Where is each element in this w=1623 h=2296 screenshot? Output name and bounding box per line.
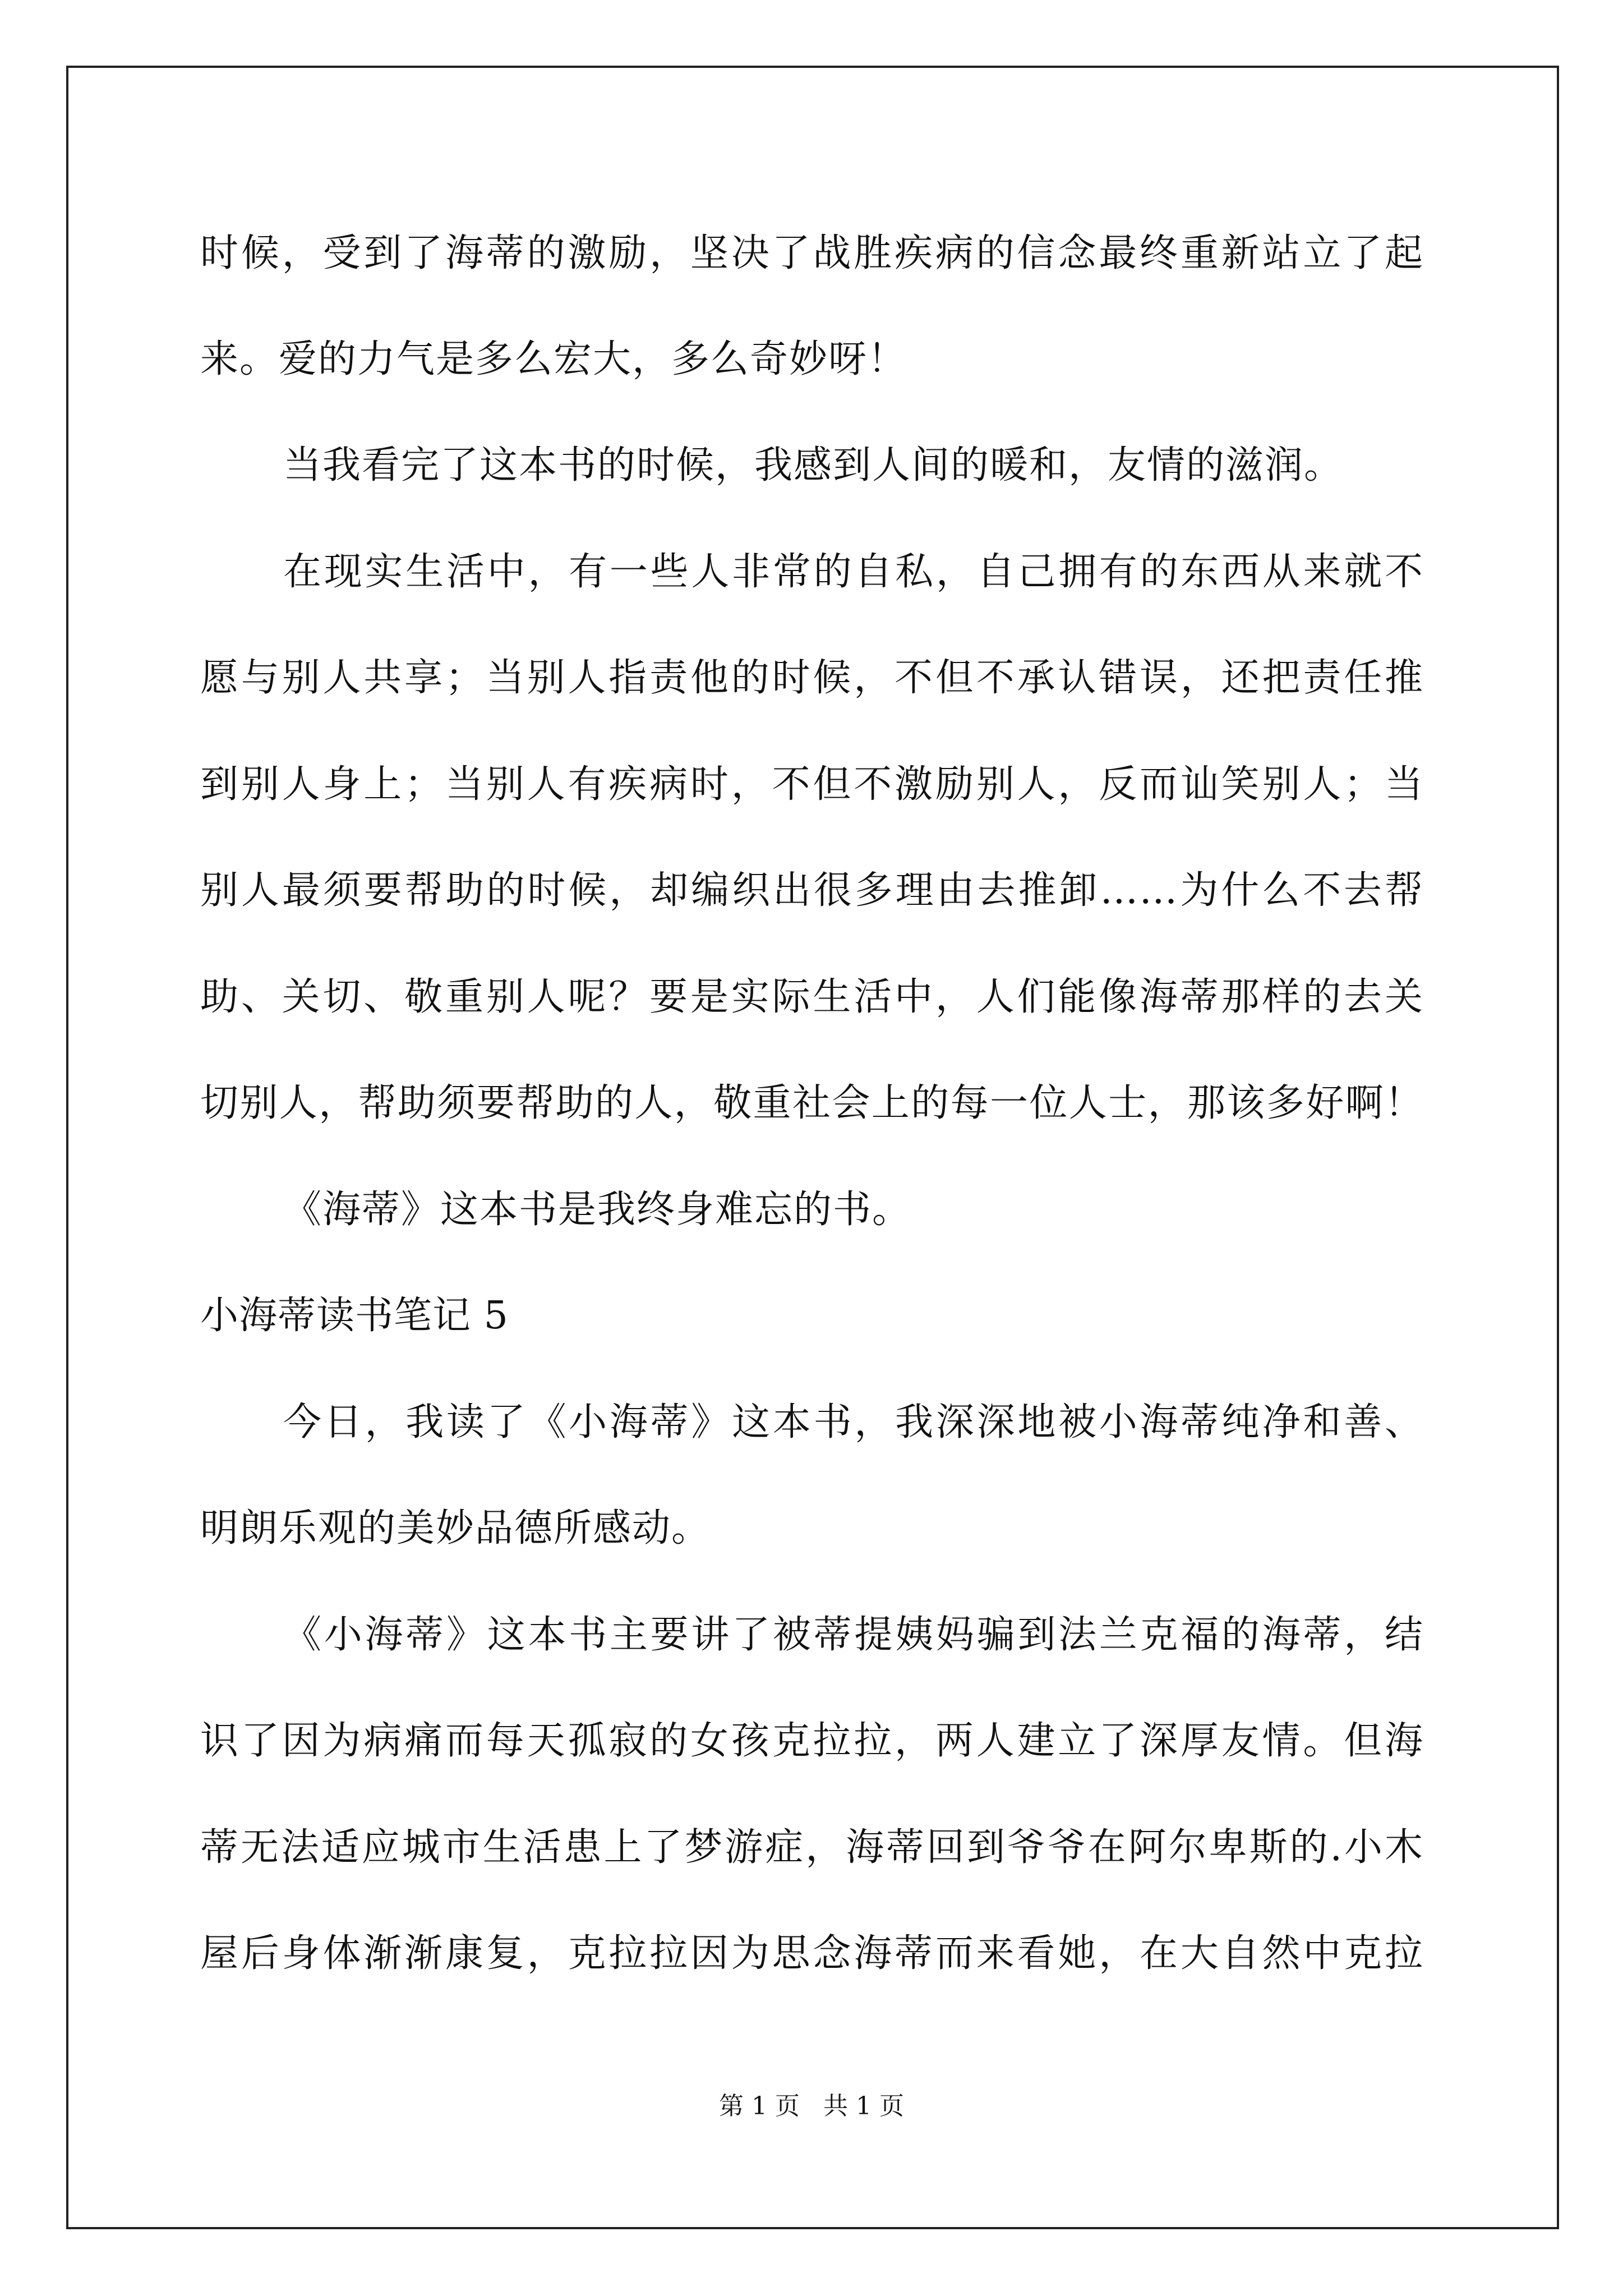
text-line: 时候，受到了海蒂的激励，坚决了战胜疾病的信念最终重新站立了起 xyxy=(200,231,1424,275)
text-line: 别人最须要帮助的时候，却编织出很多理由去推卸……为什么不去帮 xyxy=(200,868,1424,913)
section-heading: 小海蒂读书笔记 5 xyxy=(200,1294,509,1338)
text-line: 愿与别人共享；当别人指责他的时候，不但不承认错误，还把责任推 xyxy=(200,656,1424,700)
paragraph-start: 当我看完了这本书的时候，我感到人间的暖和，友情的滋润。 xyxy=(283,443,1344,487)
paragraph-start: 《小海蒂》这本书主要讲了被蒂提姨妈骗到法兰克福的海蒂，结 xyxy=(283,1613,1424,1657)
text-line: 明朗乐观的美妙品德所感动。 xyxy=(200,1506,711,1550)
page-footer: 第 1 页 共 1 页 xyxy=(719,2092,904,2120)
text-line: 蒂无法适应城市生活患上了梦游症，海蒂回到爷爷在阿尔卑斯的.小木 xyxy=(200,1825,1424,1870)
paragraph-start: 在现实生活中，有一些人非常的自私，自己拥有的东西从来就不 xyxy=(283,550,1424,594)
text-line: 来。爱的力气是多么宏大，多么奇妙呀！ xyxy=(200,337,907,381)
text-line: 识了因为病痛而每天孤寂的女孩克拉拉，两人建立了深厚友情。但海 xyxy=(200,1719,1424,1763)
paragraph-start: 《海蒂》这本书是我终身难忘的书。 xyxy=(283,1188,912,1232)
paragraph-start: 今日，我读了《小海蒂》这本书，我深深地被小海蒂纯净和善、 xyxy=(283,1400,1424,1444)
text-line: 到别人身上；当别人有疾病时，不但不激励别人，反而讪笑别人；当 xyxy=(200,762,1424,807)
text-line: 切别人，帮助须要帮助的人，敬重社会上的每一位人士，那该多好啊！ xyxy=(200,1081,1424,1125)
text-line: 助、关切、敬重别人呢？要是实际生活中，人们能像海蒂那样的去关 xyxy=(200,975,1424,1019)
text-line: 屋后身体渐渐康复，克拉拉因为思念海蒂而来看她，在大自然中克拉 xyxy=(200,1931,1424,1976)
page-frame xyxy=(66,66,1559,2229)
